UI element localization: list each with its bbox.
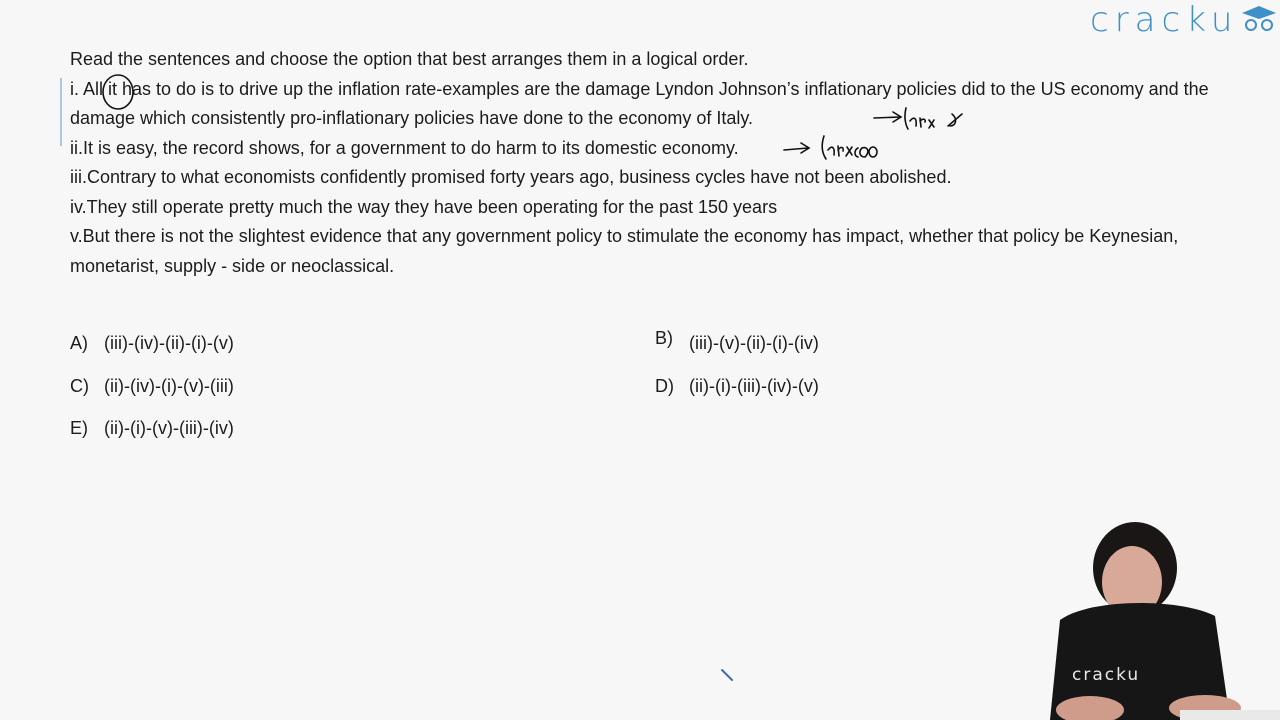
option-b-letter: B) <box>655 328 673 348</box>
sentence-v: v.But there is not the slightest evidence that any government policy to stimulate the economy has impact, whether that policy be Keynesian, monetarist, supply - side or neoclassical. <box>70 226 1179 276</box>
option-c-text: (ii)-(iv)-(i)-(v)-(iii) <box>104 376 234 396</box>
sentence-iv: iv.They still operate pretty much the way they have been operating for the past 150 years <box>70 196 778 217</box>
option-d-letter: D) <box>655 376 674 396</box>
option-b[interactable] <box>655 326 819 355</box>
brand-name: cracku <box>1090 0 1239 40</box>
presenter-video <box>1030 520 1280 720</box>
option-e[interactable] <box>70 416 234 440</box>
option-d[interactable] <box>655 374 819 398</box>
option-a-letter: A) <box>70 333 88 353</box>
option-b-text: (iii)-(v)-(ii)-(i)-(iv) <box>689 333 819 353</box>
question-prompt: Read the sentences and choose the option that best arranges them in a logical order. <box>70 49 749 69</box>
option-e-letter: E) <box>70 418 88 438</box>
cracku-logo <box>1090 0 1238 40</box>
margin-bar <box>60 78 62 146</box>
option-d-text: (ii)-(i)-(iii)-(iv)-(v) <box>689 376 819 396</box>
pen-cursor-icon <box>720 668 736 684</box>
option-c-letter: C) <box>70 376 89 396</box>
sentence-ii: ii.It is easy, the record shows, for a government to do harm to its domestic economy. <box>70 137 739 158</box>
graduation-cap-icon <box>1238 4 1280 34</box>
sentence-i: i. All it has to do is to drive up the inflation rate-examples are the damage Lyndon Johnson’s inflationary policies did to the US economy and the damage which consistently pro-inflationary policies have done to the economy of Italy. <box>70 78 1209 128</box>
option-c[interactable] <box>70 374 234 398</box>
sentence-iii: iii.Contrary to what economists confidently promised forty years ago, business cycles have not been abolished. <box>70 167 952 187</box>
option-a[interactable] <box>70 331 234 355</box>
question-block <box>70 45 1230 281</box>
option-a-text: (iii)-(iv)-(ii)-(i)-(v) <box>104 333 234 353</box>
presenter-shirt-text: cracku <box>1072 665 1141 685</box>
option-e-text: (ii)-(i)-(v)-(iii)-(iv) <box>104 418 234 438</box>
